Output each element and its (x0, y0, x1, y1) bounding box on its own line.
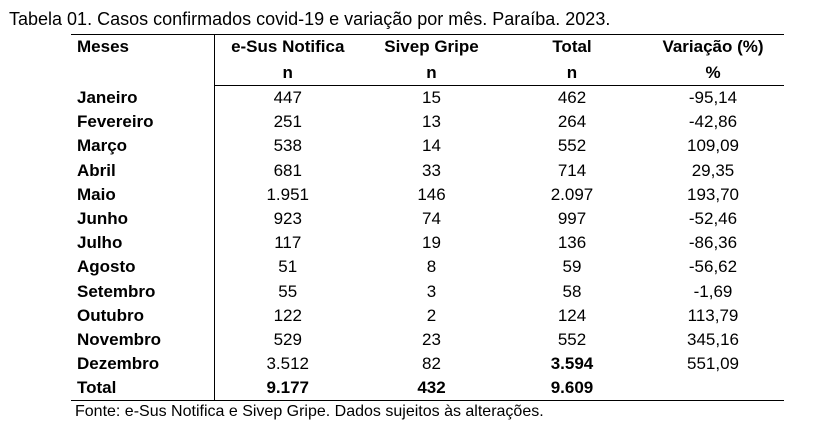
sivep-cell: 13 (422, 112, 441, 132)
variation-cell: -86,36 (688, 233, 738, 253)
esus-cell: 117 (274, 233, 302, 253)
table-row (71, 255, 784, 279)
total-cell: 997 (557, 209, 587, 229)
month-cell: Julho (71, 231, 214, 255)
variation-cell: 29,35 (691, 160, 735, 180)
sivep-cell: 146 (417, 184, 446, 204)
esus-cell: 447 (273, 88, 302, 108)
sivep-cell: 82 (422, 354, 441, 374)
total-cell: 124 (557, 305, 587, 325)
total-cell: 58 (562, 281, 582, 301)
sivep-cell: 8 (426, 257, 437, 277)
month-cell: Outubro (71, 304, 214, 328)
table-row (71, 231, 784, 255)
total-cell: 59 (562, 257, 582, 277)
total-cell: 136 (557, 233, 587, 253)
variation-cell: 345,16 (687, 329, 739, 349)
variation-cell: 113,79 (687, 305, 739, 325)
table-row (71, 207, 784, 231)
esus-cell: 55 (278, 281, 298, 301)
esus-cell: 681 (273, 160, 302, 180)
month-cell: Agosto (71, 255, 214, 279)
header-months: Meses (71, 35, 214, 86)
variation-cell: -56,62 (688, 257, 738, 277)
total-label: Total (71, 376, 214, 401)
variation-cell: -42,86 (688, 112, 738, 132)
month-cell: Novembro (71, 328, 214, 352)
header-total: Total (502, 35, 642, 61)
sivep-cell: 15 (422, 88, 441, 108)
table-header (71, 35, 784, 86)
table-row (71, 183, 784, 207)
header-total-unit: n (502, 60, 642, 86)
header-esus: e-Sus Notifica (214, 35, 361, 61)
header-sivep-unit: n (361, 60, 502, 86)
total-variation (642, 376, 784, 401)
esus-cell: 251 (273, 112, 302, 132)
header-esus-unit: n (214, 60, 361, 86)
table-row (71, 352, 784, 376)
total-esus: 9.177 (214, 376, 361, 401)
variation-cell: -52,46 (688, 209, 738, 229)
table-row (71, 134, 784, 158)
total-cell: 552 (557, 136, 587, 156)
sivep-cell: 3 (426, 281, 437, 301)
month-cell: Dezembro (71, 352, 214, 376)
month-cell: Fevereiro (71, 110, 214, 134)
total-cell: 2.097 (550, 184, 594, 204)
variation-cell: 551,09 (687, 354, 739, 374)
sivep-cell: 33 (422, 160, 441, 180)
table-row (71, 328, 784, 352)
total-cell: 3.594 (550, 354, 594, 374)
total-cell: 552 (557, 329, 587, 349)
cases-table (71, 34, 784, 401)
table-body (71, 86, 784, 401)
table-row (71, 110, 784, 134)
header-row (71, 35, 784, 61)
total-cell: 714 (557, 160, 587, 180)
table-row (71, 86, 784, 111)
sivep-cell: 19 (422, 233, 441, 253)
esus-cell: 529 (273, 329, 302, 349)
sivep-cell: 23 (422, 329, 441, 349)
table-row (71, 280, 784, 304)
month-cell: Setembro (71, 280, 214, 304)
variation-cell: 109,09 (687, 136, 739, 156)
month-cell: Junho (71, 207, 214, 231)
esus-cell: 923 (273, 209, 302, 229)
total-total: 9.609 (502, 376, 642, 401)
month-cell: Março (71, 134, 214, 158)
variation-cell: 193,70 (687, 184, 739, 204)
table-caption: Tabela 01. Casos confirmados covid-19 e variação por mês. Paraíba. 2023. (9, 9, 611, 29)
month-cell: Abril (71, 159, 214, 183)
header-sivep: Sivep Gripe (361, 35, 502, 61)
month-cell: Maio (71, 183, 214, 207)
sivep-cell: 14 (422, 136, 441, 156)
esus-cell: 3.512 (266, 354, 310, 374)
esus-cell: 538 (273, 136, 302, 156)
total-sivep: 432 (361, 376, 502, 401)
esus-cell: 1.951 (266, 184, 310, 204)
sivep-cell: 74 (422, 209, 441, 229)
header-variation: Variação (%) (642, 35, 784, 61)
source-note: Fonte: e-Sus Notifica e Sivep Gripe. Dados sujeitos às alterações. (75, 403, 544, 420)
esus-cell: 51 (278, 257, 298, 277)
sivep-cell: 2 (426, 305, 437, 325)
total-cell: 462 (557, 88, 587, 108)
month-cell: Janeiro (71, 86, 214, 111)
esus-cell: 122 (273, 305, 302, 325)
total-row (71, 376, 784, 401)
variation-cell: -1,69 (693, 281, 733, 301)
table-row (71, 304, 784, 328)
header-variation-unit: % (642, 60, 784, 86)
variation-cell: -95,14 (688, 88, 738, 108)
table-row (71, 159, 784, 183)
total-cell: 264 (557, 112, 587, 132)
